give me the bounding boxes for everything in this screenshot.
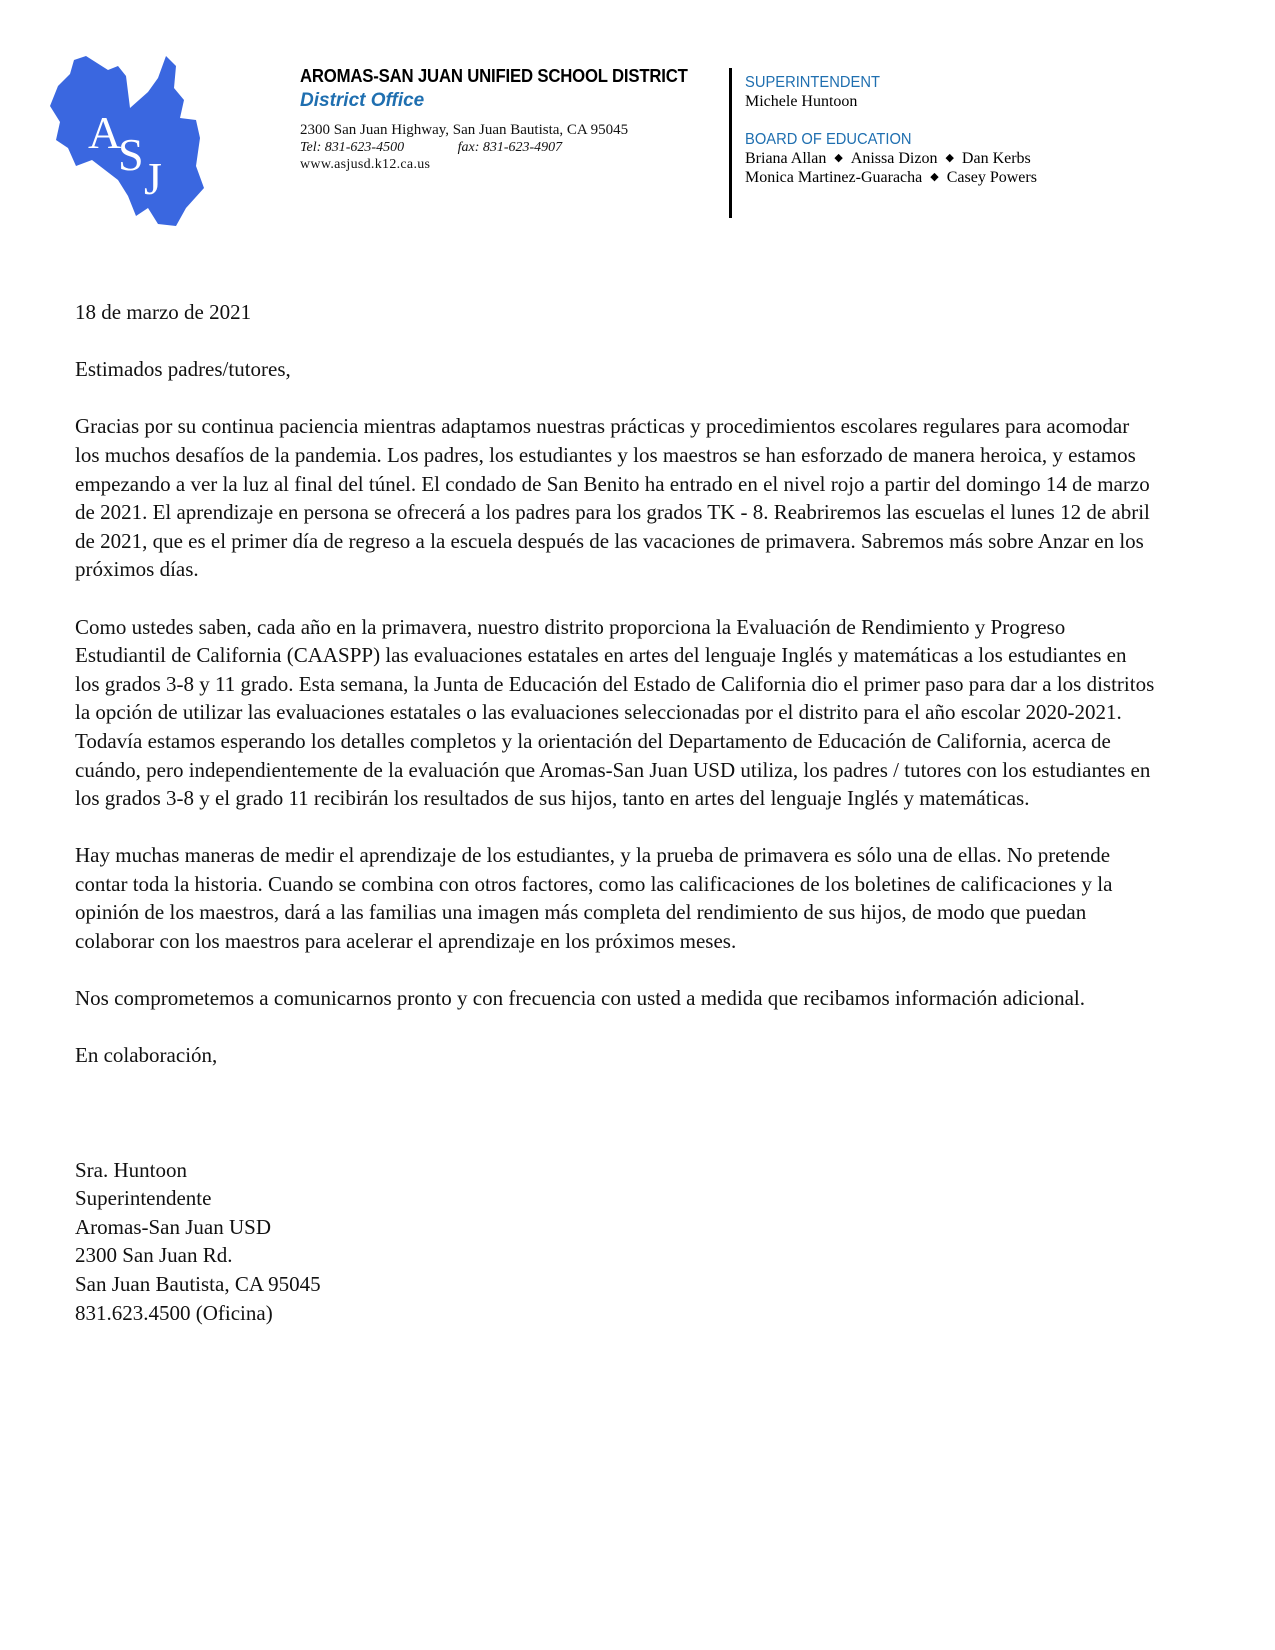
asj-map-logo-icon <box>48 48 208 230</box>
board-block <box>745 74 1037 187</box>
letterhead <box>300 66 720 173</box>
board-label: BOARD OF EDUCATION <box>745 131 912 148</box>
logo-letter-j: J <box>144 153 162 204</box>
board-members-row-2 <box>745 169 1037 187</box>
logo-letter-a: A <box>88 107 122 158</box>
logo-letter-s: S <box>118 129 144 180</box>
signer-name: Sra. Huntoon <box>75 1157 187 1182</box>
board-member: Anissa Dizon <box>850 150 938 167</box>
superintendent-name: Michele Huntoon <box>745 93 858 110</box>
office-name: District Office <box>300 90 425 111</box>
superintendent-label: SUPERINTENDENT <box>745 74 880 91</box>
district-name: AROMAS-SAN JUAN UNIFIED SCHOOL DISTRICT <box>300 66 688 86</box>
diamond-separator-icon: ◆ <box>945 152 954 164</box>
letter-body <box>75 298 1155 1327</box>
board-member: Monica Martinez-Guaracha <box>745 169 923 186</box>
board-member: Casey Powers <box>946 169 1037 186</box>
signer-city: San Juan Bautista, CA 95045 <box>75 1272 321 1296</box>
signer-title: Superintendente <box>75 1186 212 1211</box>
board-members-row-1 <box>745 150 1037 168</box>
fax: fax: 831-623-4907 <box>457 140 563 155</box>
salutation: Estimados padres/tutores, <box>75 357 291 382</box>
district-logo <box>48 48 208 230</box>
signer-street: 2300 San Juan Rd. <box>75 1243 233 1268</box>
paragraph: Como ustedes saben, cada año en la primavera, nuestro distrito proporciona la Evaluación de Rendimiento y Progreso Estudiantil de California (CAASPP) las evaluaciones estatales en artes del lenguaje Inglés y matemáticas a los estudiantes en los grados 3-8 y 11 grado. Esta semana, la Junta de Educación del Estado de California dio el primer paso para dar a los distritos la opción de utilizar las evaluaciones estatales o las evaluaciones seleccionadas por el distrito para el año escolar 2020-2021. Todavía estamos esperando los detalles completos y la orientación del Departamento de Educación de California, acerca de cuándo, pero independientemente de la evaluación que Aromas-San Juan USD utiliza, los padres / tutores con los estudiantes en los grados 3-8 y el grado 11 recibirán los resultados de sus hijos, tanto en artes del lenguaje Inglés y matemáticas. <box>75 614 1155 811</box>
district-address: 2300 San Juan Highway, San Juan Bautista, CA 95045 <box>300 122 629 138</box>
board-member: Dan Kerbs <box>961 150 1031 167</box>
paragraph: Nos comprometemos a comunicarnos pronto y con frecuencia con usted a medida que recibamos información adicional. <box>75 986 1085 1011</box>
closing: En colaboración, <box>75 1043 218 1068</box>
paragraph: Gracias por su continua paciencia mientras adaptamos nuestras prácticas y procedimientos escolares regulares para acomodar los muchos desafíos de la pandemia. Los padres, los estudiantes y los maestros se han esforzado de manera heroica, y estamos empezando a ver la luz al final del túnel. El condado de San Benito ha entrado en el nivel rojo a partir del domingo 14 de marzo de 2021. El aprendizaje en persona se ofrecerá a los padres para los grados TK - 8. Reabriremos las escuelas el lunes 12 de abril de 2021, que es el primer día de regreso a la escuela después de las vacaciones de primavera. Sabremos más sobre Anzar en los próximos días. <box>75 414 1150 582</box>
paragraph: Hay muchas maneras de medir el aprendizaje de los estudiantes, y la prueba de primavera es sólo una de ellas. No pretende contar toda la historia. Cuando se combina con otros factores, como las calificaciones de los boletines de calificaciones y la opinión de los maestros, dará a las familias una imagen más completa del rendimiento de sus hijos, de modo que puedan colaborar con los maestros para acelerar el aprendizaje en los próximos meses. <box>75 843 1113 954</box>
signer-org: Aromas-San Juan USD <box>75 1214 271 1239</box>
letterhead-divider <box>729 68 732 218</box>
signer-phone: 831.623.4500 (Oficina) <box>75 1300 273 1325</box>
diamond-separator-icon: ◆ <box>930 171 939 183</box>
signature-block <box>75 1156 1155 1328</box>
phone-line <box>300 140 720 156</box>
diamond-separator-icon: ◆ <box>834 152 843 164</box>
website-link[interactable]: www.asjusd.k12.ca.us <box>300 157 431 172</box>
telephone: Tel: 831-623-4500 <box>300 140 405 155</box>
board-member: Briana Allan <box>745 150 827 167</box>
letter-date: 18 de marzo de 2021 <box>75 300 252 324</box>
